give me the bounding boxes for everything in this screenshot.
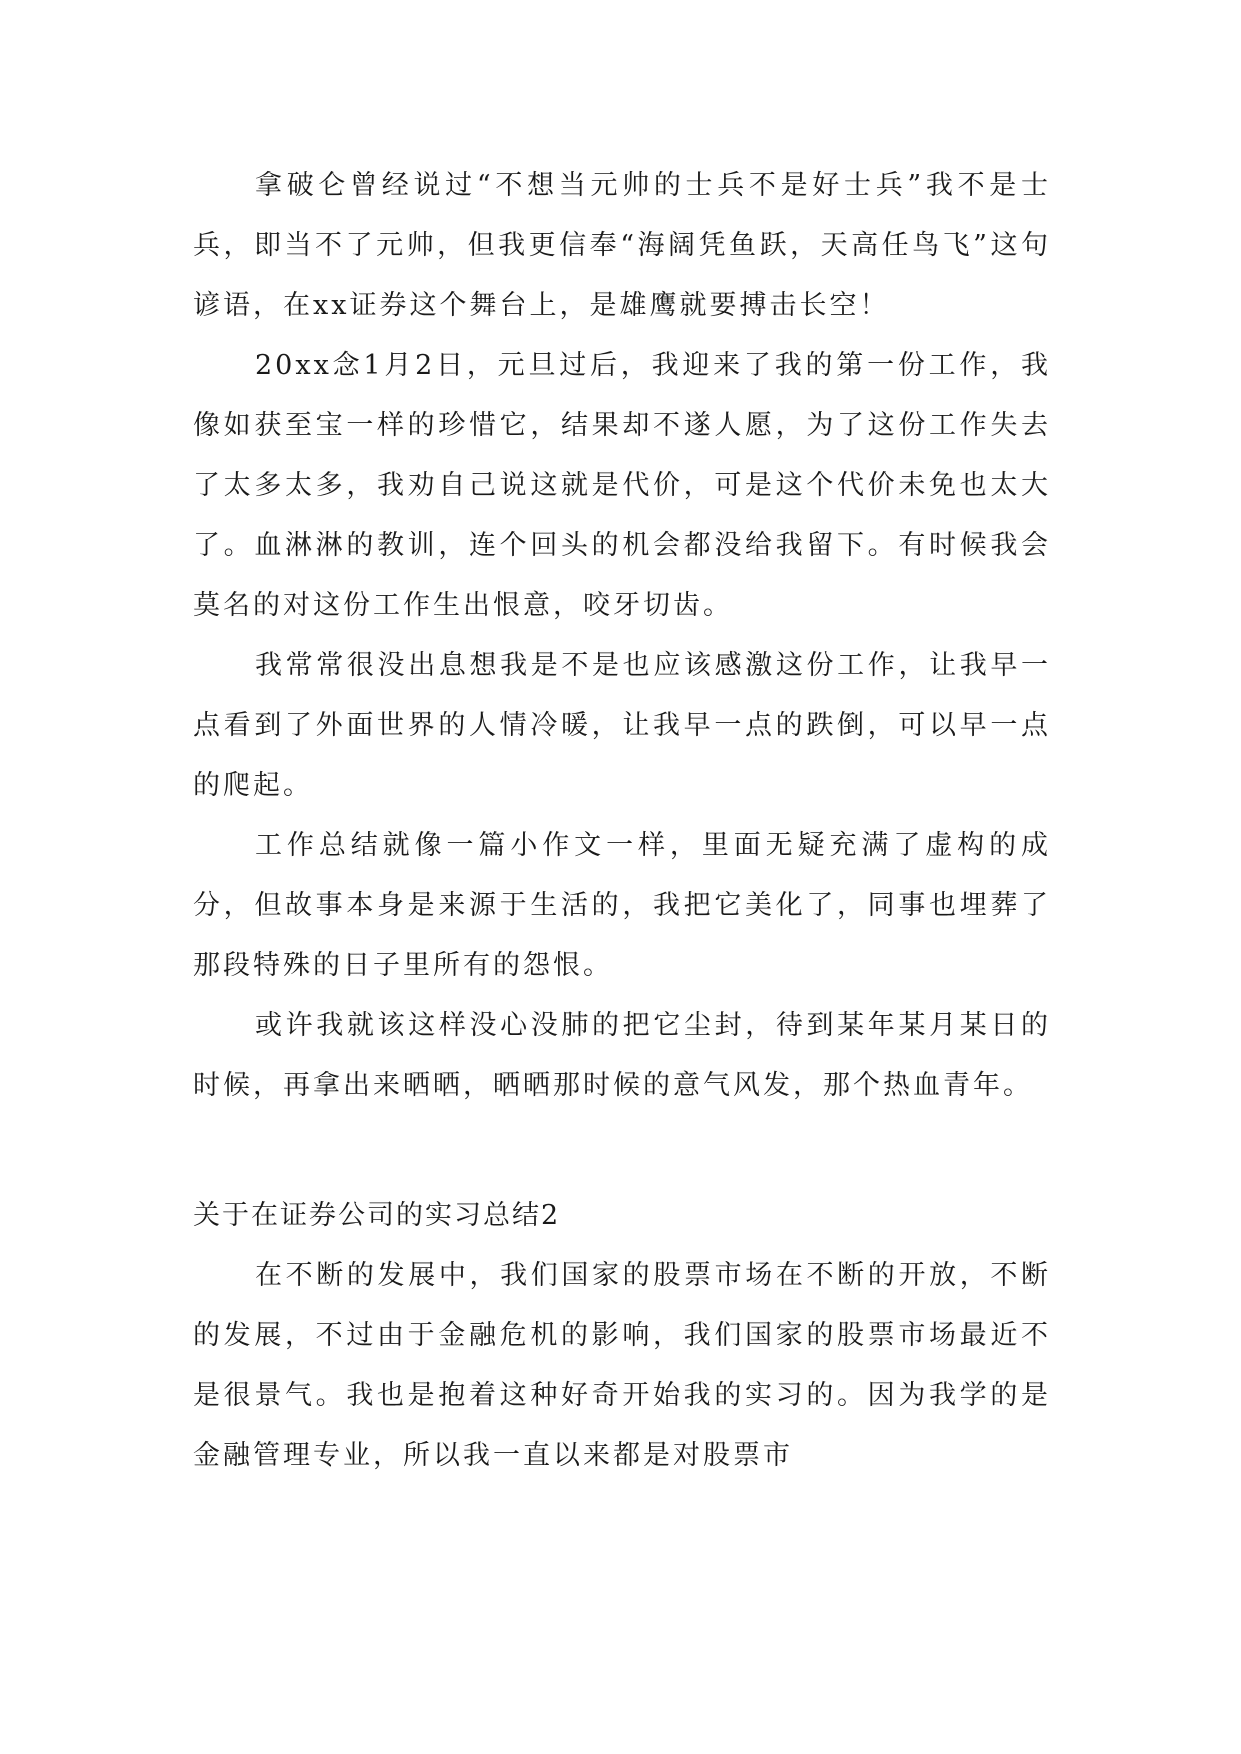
paragraph-first-job: 20xx念1月2日，元旦过后，我迎来了我的第一份工作，我像如获至宝一样的珍惜它，结果却不遂人愿，为了这份工作失去了太多太多，我劝自己说这就是代价，可是这个代价未免也太大了。血淋淋的教训，连个回头的机会都没给我留下。有时候我会莫名的对这份工作生出恨意，咬牙切齿。 [193,350,1051,621]
paragraph-seal-away: 或许我就该这样没心没肺的把它尘封，待到某年某月某日的时候，再拿出来晒晒，晒晒那时候的意气风发，那个热血青年。 [193,1010,1051,1101]
paragraph-gratitude: 我常常很没出息想我是不是也应该感激这份工作，让我早一点看到了外面世界的人情冷暖，让我早一点的跌倒，可以早一点的爬起。 [193,650,1051,801]
section-heading: 关于在证券公司的实习总结2 [193,1200,561,1231]
document-body [193,156,1051,1486]
paragraph-stock-market: 在不断的发展中，我们国家的股票市场在不断的开放，不断的发展，不过由于金融危机的影响，我们国家的股票市场最近不是很景气。我也是抱着这种好奇开始我的实习的。因为我学的是金融管理专业，所以我一直以来都是对股票市 [193,1260,1051,1471]
paragraph-summary-essay: 工作总结就像一篇小作文一样，里面无疑充满了虚构的成分，但故事本身是来源于生活的，我把它美化了，同事也埋葬了那段特殊的日子里所有的怨恨。 [193,830,1051,981]
paragraph-napoleon: 拿破仑曾经说过“不想当元帅的士兵不是好士兵”我不是士兵，即当不了元帅，但我更信奉“海阔凭鱼跃，天高任鸟飞”这句谚语，在xx证券这个舞台上，是雄鹰就要搏击长空！ [193,170,1051,321]
